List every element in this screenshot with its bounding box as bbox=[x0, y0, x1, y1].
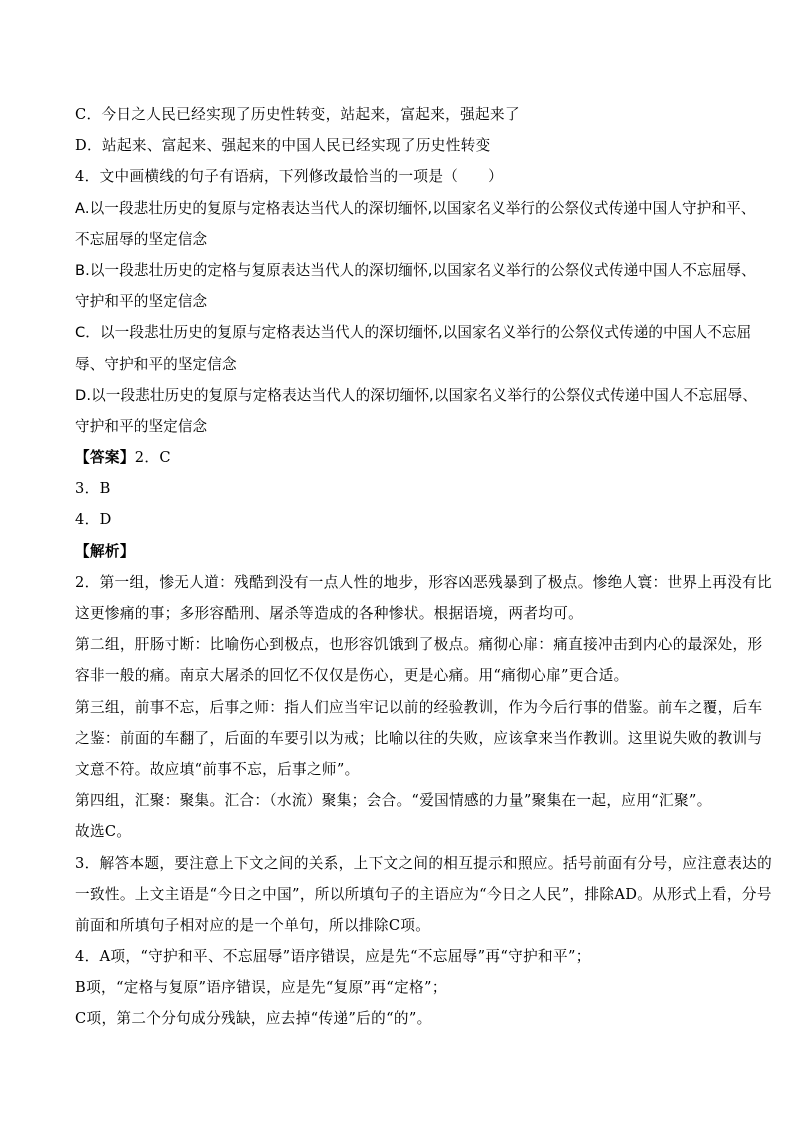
question-4-stem: 4．文中画横线的句子有语病，下列修改最恰当的一项是（ ） bbox=[75, 168, 504, 186]
analysis-group3-line3: 文意不符。故应填“前事不忘，后事之师”。 bbox=[75, 760, 360, 778]
analysis-4-line2: B项，“定格与复原”语序错误，应是先“复原”再“定格”； bbox=[75, 979, 447, 997]
option-c-q3: C．今日之人民已经实现了历史性转变，站起来，富起来，强起来了 bbox=[75, 106, 520, 123]
analysis-4-line1: 4．A项，“守护和平、不忘屈辱”语序错误，应是先“不忘屈辱”再“守护和平”； bbox=[75, 948, 591, 966]
analysis-2-line2: 这更惨痛的事；多形容酷刑、屠杀等造成的各种惨状。根据语境，两者均可。 bbox=[75, 605, 584, 622]
q4-option-b-line2: 守护和平的坚定信念 bbox=[75, 293, 208, 311]
analysis-group2-line1: 第二组，肝肠寸断：比喻伤心到极点，也形容饥饿到了极点。痛彻心扉：痛直接冲击到内心的最深处，形 bbox=[75, 636, 763, 654]
answer-label: 【答案】 bbox=[75, 449, 135, 467]
analysis-choose: 故选C。 bbox=[75, 823, 132, 841]
analysis-group4-line1: 第四组，汇聚：聚集。汇合：（水流）聚集；会合。“爱国情感的力量”聚集在一起，应用“汇聚”。 bbox=[75, 792, 712, 810]
q4-option-b-line1: B.以一段悲壮历史的定格与复原表达当代人的深切缅怀,以国家名义举行的公祭仪式传递中国人不忘屈辱、 bbox=[75, 261, 756, 279]
q4-option-d-line2: 守护和平的坚定信念 bbox=[75, 417, 208, 435]
answer-line-1 bbox=[75, 442, 725, 473]
option-d-q3: D．站起来、富起来、强起来的中国人民已经实现了历史性转变 bbox=[75, 137, 491, 155]
analysis-3-line3: 前面和所填句子相对应的是一个单句，所以排除C项。 bbox=[75, 916, 431, 934]
analysis-group2-line2: 容非一般的痛。南京大屠杀的回忆不仅仅是伤心，更是心痛。用“痛彻心扉”更合适。 bbox=[75, 667, 629, 685]
q4-option-c-line1: C．以一段悲壮历史的复原与定格表达当代人的深切缅怀,以国家名义举行的公祭仪式传递的中国人不忘屈 bbox=[75, 324, 752, 342]
analysis-3-line2: 一致性。上文主语是“今日之中国”，所以所填句子的主语应为“今日之人民”，排除AD。从形式上看，分号 bbox=[75, 885, 772, 903]
q4-option-d-line1: D.以一段悲壮历史的复原与定格表达当代人的深切缅怀,以国家名义举行的公祭仪式传递中国人不忘屈辱、 bbox=[75, 386, 758, 404]
document-page bbox=[75, 99, 773, 1035]
answer-4: 4．D bbox=[75, 511, 112, 529]
analysis-label: 【解析】 bbox=[75, 542, 135, 560]
analysis-group3-line1: 第三组，前事不忘，后事之师：指人们应当牢记以前的经验教训，作为今后行事的借鉴。前车之覆，后车 bbox=[75, 698, 763, 716]
q4-option-c-line2: 辱、守护和平的坚定信念 bbox=[75, 355, 237, 373]
q4-option-a-line1: A.以一段悲壮历史的复原与定格表达当代人的深切缅怀,以国家名义举行的公祭仪式传递中国人守护和平、 bbox=[75, 199, 756, 217]
q4-option-a-line2: 不忘屈辱的坚定信念 bbox=[75, 230, 208, 248]
answer-2: 2．C bbox=[134, 449, 171, 467]
analysis-4-line3: C项，第二个分句成分残缺，应去掉“传递”后的“的”。 bbox=[75, 1010, 432, 1028]
answer-3: 3．B bbox=[75, 480, 111, 498]
analysis-group3-line2: 之鉴：前面的车翻了，后面的车要引以为戒；比喻以往的失败，应该拿来当作教训。这里说失败的教训与 bbox=[75, 729, 763, 747]
analysis-2-line1: 2．第一组，惨无人道：残酷到没有一点人性的地步，形容凶恶残暴到了极点。惨绝人寰：世界上再没有比 bbox=[75, 573, 773, 591]
analysis-3-line1: 3．解答本题，要注意上下文之间的关系，上下文之间的相互提示和照应。括号前面有分号，应注意表达的 bbox=[75, 854, 773, 872]
